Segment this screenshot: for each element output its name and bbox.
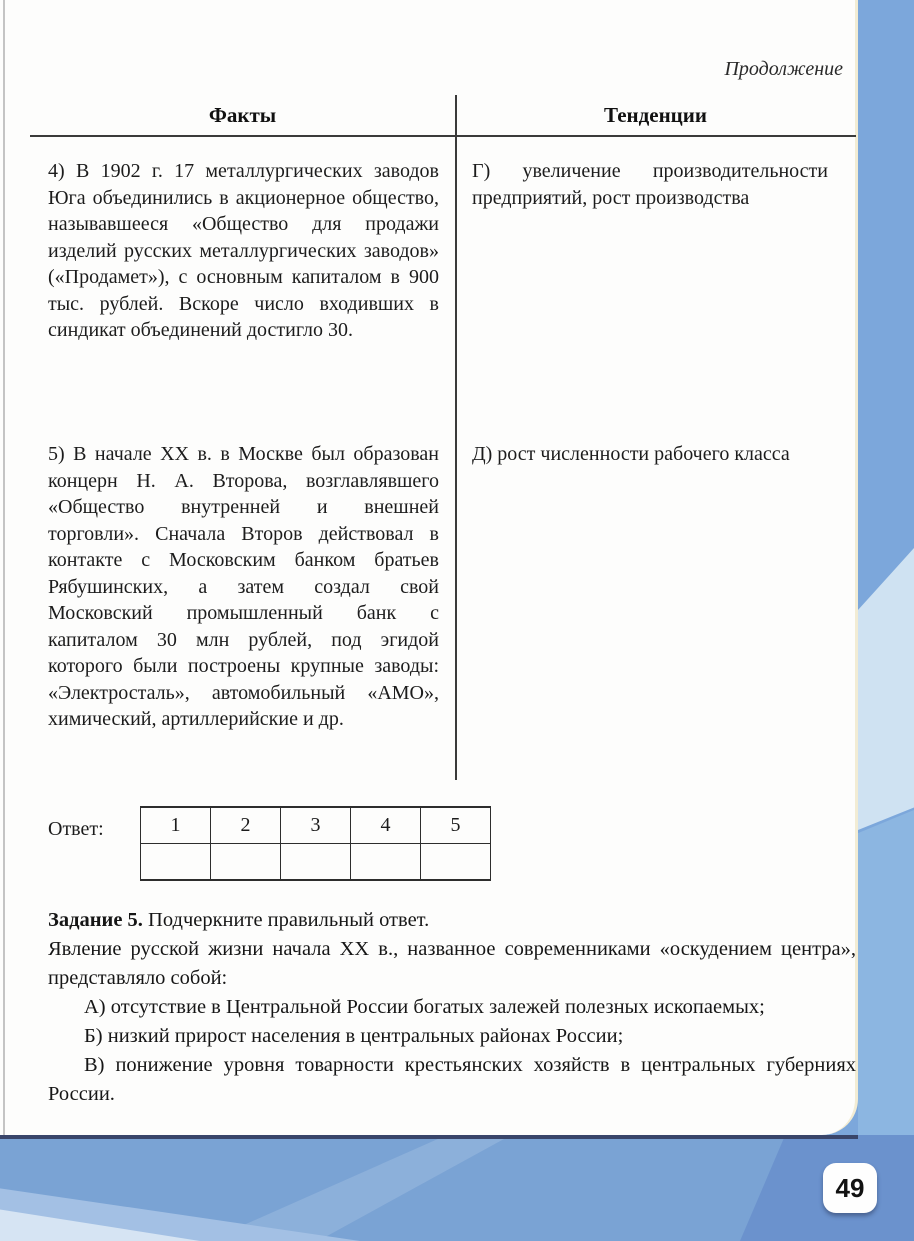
answer-grid	[140, 806, 491, 881]
page-number: 49	[835, 1172, 865, 1203]
table-row	[30, 420, 856, 763]
answer-col-header: 1	[141, 807, 211, 844]
answer-cell-blank	[211, 844, 281, 881]
task-5-section	[48, 906, 856, 1109]
answer-cell-blank	[421, 844, 491, 881]
cover-right-band-medium-stripe	[858, 810, 914, 1140]
task-5-option-a: А) отсутствие в Центральной России богатых залежей полезных ископаемых;	[84, 996, 765, 1018]
tendency-item-g: Г) увеличение производительности предприятий, рост производства	[472, 160, 828, 209]
table-column-divider	[455, 95, 457, 780]
table-row	[30, 137, 856, 420]
answer-col-header: 4	[351, 807, 421, 844]
answer-col-header: 2	[211, 807, 281, 844]
answer-label: Ответ:	[48, 818, 104, 840]
fact-item-4: 4) В 1902 г. 17 металлургических заводов Юга объединились в акционерное общество, называвшееся «Общество для продажи изделий русских металлургических заводов» («Продамет»), с основным капиталом в 900 тыс. рублей. Вскоре число входивших в синдикат объединений достигло 30.	[48, 160, 439, 341]
answer-col-header: 3	[281, 807, 351, 844]
task-5-option-v: В) понижение уровня товарности крестьянских хозяйств в центральных губерниях России.	[48, 1054, 856, 1105]
task-5-option-b: Б) низкий прирост населения в центральных районах России;	[84, 1025, 624, 1047]
task-5-label: Задание 5.	[48, 909, 143, 931]
table-header-row	[30, 95, 856, 137]
column-header-tendencies: Тенденции	[604, 102, 707, 127]
answer-grid-number-row	[141, 807, 491, 844]
paper-left-edge-line	[3, 0, 5, 1135]
answer-col-header: 5	[421, 807, 491, 844]
answer-section	[48, 806, 491, 881]
task-5-heading-line	[48, 906, 856, 935]
page-number-badge	[823, 1163, 877, 1213]
answer-cell-blank	[351, 844, 421, 881]
page-bottom-edge-line	[0, 1135, 858, 1139]
continuation-label: Продолжение	[724, 58, 843, 80]
answer-cell-blank	[281, 844, 351, 881]
fact-item-5: 5) В начале XX в. в Москве был образован концерн Н. А. Второва, возглавлявшего «Общество внутренней и внешней торговли». Сначала Второв действовал в контакте с Московским банком братьев Рябушинских, а затем создал свой Московский промышленный банк с капиталом 30 млн рублей, под эгидой которого были построены крупные заводы: «Электросталь», автомобильный «АМО», химический, артиллерийские и др.	[48, 443, 439, 730]
facts-tendencies-table	[30, 95, 856, 763]
answer-cell-blank	[141, 844, 211, 881]
column-header-facts: Факты	[208, 102, 277, 127]
answer-grid-blank-row	[141, 844, 491, 881]
task-5-question: Явление русской жизни начала XX в., названное современниками «оскудением центра», представляло собой:	[48, 938, 856, 989]
tendency-item-d: Д) рост численности рабочего класса	[472, 443, 790, 465]
task-5-instruction: Подчеркните правильный ответ.	[142, 909, 430, 931]
